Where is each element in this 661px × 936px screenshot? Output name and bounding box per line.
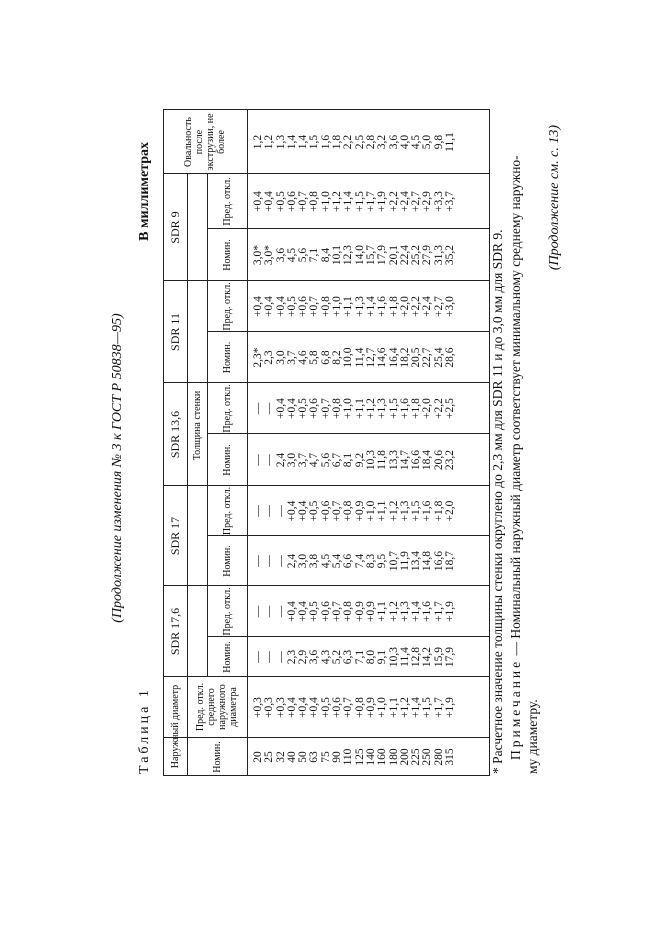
table-cell: +0,5 bbox=[274, 191, 287, 212]
table-cell: +0,4 bbox=[297, 500, 310, 522]
table-cell: 225 bbox=[410, 748, 423, 766]
table-cell: +1,9 bbox=[444, 697, 457, 718]
table-cell: 140 bbox=[364, 748, 377, 766]
table-cell: 2,4 bbox=[274, 452, 287, 468]
table-cell: +0,4 bbox=[285, 398, 298, 419]
table-cell: — bbox=[252, 454, 264, 466]
table-cell: 160 bbox=[376, 748, 389, 766]
note-continuation: му диаметру. bbox=[525, 699, 540, 774]
table-cell: +1,6 bbox=[421, 500, 434, 522]
table-cell: +0,9 bbox=[353, 601, 366, 622]
table-cell: 25,4 bbox=[432, 347, 445, 368]
table-cell: +0,3 bbox=[252, 697, 264, 718]
column-d_nom bbox=[253, 738, 456, 776]
table-cell: 22,4 bbox=[398, 244, 411, 266]
note-label: Примечание bbox=[508, 658, 523, 760]
table-cell: 9,8 bbox=[432, 134, 445, 150]
table-cell: 10,3 bbox=[387, 646, 400, 668]
table-cell: 15,9 bbox=[432, 646, 445, 668]
table-cell: 18,7 bbox=[444, 550, 457, 572]
table-cell: 8,2 bbox=[331, 350, 344, 365]
table-cell: +2,4 bbox=[421, 296, 434, 317]
table-cell: — bbox=[263, 454, 276, 466]
column-oval bbox=[253, 110, 456, 174]
table-cell: +0,8 bbox=[308, 191, 321, 212]
table-cell: +0,6 bbox=[285, 191, 298, 212]
table-cell: 10,1 bbox=[331, 244, 344, 266]
table-cell: 4,3 bbox=[319, 649, 332, 665]
table-cell: 17,9 bbox=[444, 646, 457, 668]
table-cell: 4,5 bbox=[410, 134, 423, 150]
table-cell: 1,5 bbox=[308, 134, 321, 150]
table-cell: 3,7 bbox=[285, 350, 298, 365]
header-outer-diameter: Наружный диаметр bbox=[169, 684, 181, 769]
table-cell: +1,4 bbox=[364, 296, 377, 317]
table-cell: +0,7 bbox=[297, 191, 310, 212]
continuation-header: (Продолжение изменения № 3 к ГОСТ Р 50838—95) bbox=[110, 313, 125, 623]
table-cell: 1,6 bbox=[319, 134, 332, 150]
column-s9_dev bbox=[253, 174, 456, 229]
table-cell: 4,5 bbox=[319, 553, 332, 569]
table-cell: 315 bbox=[444, 748, 457, 766]
table-cell: 5,8 bbox=[308, 350, 321, 365]
table-cell: +1,0 bbox=[331, 296, 344, 317]
table-cell: 110 bbox=[342, 748, 355, 766]
table-cell: 9,5 bbox=[376, 553, 389, 569]
table-cell: +1,5 bbox=[421, 697, 434, 718]
table-cell: +0,8 bbox=[319, 296, 332, 317]
table-cell: 5,0 bbox=[421, 134, 434, 150]
column-s9_nom bbox=[253, 229, 456, 281]
table-cell: +0,9 bbox=[364, 601, 377, 622]
table-cell: 90 bbox=[331, 751, 344, 763]
table-cell: 16,6 bbox=[432, 550, 445, 572]
table-cell: +1,7 bbox=[432, 601, 445, 622]
table-cell: +2,0 bbox=[421, 398, 434, 419]
table-cell: +1,1 bbox=[353, 398, 366, 419]
table-cell: +1,3 bbox=[398, 500, 411, 522]
table-cell: 2,3 bbox=[285, 649, 298, 665]
table-cell: 25 bbox=[263, 751, 276, 763]
table-cell: +0,5 bbox=[297, 398, 310, 419]
table-cell: — bbox=[252, 555, 264, 567]
table-cell: 2,3 bbox=[263, 350, 276, 365]
column-s11_nom bbox=[253, 332, 456, 383]
table-cell: — bbox=[274, 505, 287, 517]
table-cell: 11,4 bbox=[353, 347, 366, 368]
table-cell: +2,0 bbox=[444, 500, 457, 522]
table-cell: 10,3 bbox=[364, 449, 377, 471]
table-cell: +0,4 bbox=[252, 191, 264, 212]
table-cell: +0,7 bbox=[331, 500, 344, 522]
table-cell: +0,7 bbox=[308, 296, 321, 317]
table-cell: 14,0 bbox=[353, 244, 366, 266]
table-cell: 10,7 bbox=[387, 550, 400, 572]
table-cell: — bbox=[252, 402, 264, 415]
table-cell: +1,1 bbox=[376, 500, 389, 522]
table-cell: — bbox=[252, 505, 264, 517]
table-cell: +1,4 bbox=[410, 697, 423, 718]
table-cell: +0,4 bbox=[274, 398, 287, 419]
table-cell: +1,2 bbox=[387, 601, 400, 622]
table-cell: +1,6 bbox=[421, 601, 434, 622]
table-cell: 2,2 bbox=[342, 134, 355, 150]
table-cell: 27,9 bbox=[421, 244, 434, 266]
table-cell: +0,4 bbox=[263, 296, 276, 317]
column-d_dev bbox=[253, 677, 456, 738]
column-s11_dev bbox=[253, 281, 456, 332]
table-cell: 2,9 bbox=[297, 649, 310, 665]
table-cell: +1,8 bbox=[432, 500, 445, 522]
table-cell: +1,0 bbox=[342, 398, 355, 419]
table-cell: +3,7 bbox=[444, 191, 457, 212]
table-cell: +0,6 bbox=[297, 296, 310, 317]
table-cell: 13,4 bbox=[410, 550, 423, 572]
table-cell: 7,1 bbox=[308, 247, 321, 263]
table-cell: 1,2 bbox=[263, 134, 276, 150]
table-cell: 3,0* bbox=[252, 244, 264, 266]
table-cell: +1,8 bbox=[387, 296, 400, 317]
table-cell: 23,2 bbox=[444, 449, 457, 471]
table-cell: +2,0 bbox=[398, 296, 411, 317]
dimensions-table bbox=[163, 110, 489, 776]
table-cell: 10,0 bbox=[342, 347, 355, 368]
table-cell: 200 bbox=[398, 748, 411, 766]
table-cell: 20,6 bbox=[432, 449, 445, 471]
table-cell: 15,7 bbox=[364, 244, 377, 266]
table-cell: +2,9 bbox=[421, 191, 434, 212]
table-cell: +0,4 bbox=[285, 601, 298, 622]
table-cell: 16,6 bbox=[410, 449, 423, 471]
table-cell: 8,3 bbox=[364, 553, 377, 569]
table-cell: 12,7 bbox=[364, 347, 377, 368]
header-wall-nominal: Номин. bbox=[221, 239, 233, 271]
table-cell: 1,2 bbox=[252, 134, 264, 150]
table-cell: +0,5 bbox=[285, 296, 298, 317]
table-cell: +0,6 bbox=[331, 697, 344, 718]
header-wall-deviation: Пред. откл. bbox=[221, 384, 233, 433]
table-cell: 14,6 bbox=[376, 347, 389, 368]
table-cell: 1,8 bbox=[331, 134, 344, 150]
table-cell: +1,3 bbox=[398, 601, 411, 622]
table-cell: 11,1 bbox=[444, 132, 457, 152]
table-cell: +0,8 bbox=[353, 697, 366, 718]
table-cell: — bbox=[263, 402, 276, 415]
table-cell: 3,7 bbox=[297, 452, 310, 468]
table-cell: +1,6 bbox=[376, 296, 389, 317]
header-sdr: SDR 11 bbox=[167, 313, 182, 351]
header-mean-deviation: Пред. откл. среднего наружного диаметра bbox=[195, 682, 239, 732]
table-cell: 11,8 bbox=[376, 450, 389, 470]
column-s136_nom bbox=[253, 434, 456, 486]
header-wall-nominal: Номин. bbox=[221, 545, 233, 577]
table-cell: +2,4 bbox=[398, 191, 411, 212]
table-cell: 5,6 bbox=[319, 452, 332, 468]
table-cell: 5,6 bbox=[297, 247, 310, 263]
table-cell: 35,2 bbox=[444, 244, 457, 266]
note bbox=[508, 155, 524, 760]
table-cell: 40 bbox=[285, 751, 298, 763]
header-ovality: Овальность после экструзии, не более bbox=[183, 113, 227, 171]
table-cell: 1,4 bbox=[297, 134, 310, 150]
header-wall-thickness: Толщина стенки bbox=[191, 390, 203, 461]
table-cell: +0,6 bbox=[319, 601, 332, 622]
table-cell: +1,1 bbox=[376, 601, 389, 622]
table-cell: 3,2 bbox=[376, 134, 389, 150]
table-cell: — bbox=[274, 555, 287, 567]
table-cell: 250 bbox=[421, 748, 434, 766]
table-cell: +0,4 bbox=[285, 697, 298, 718]
header-wall-deviation: Пред. откл. bbox=[221, 486, 233, 536]
table-cell: +0,4 bbox=[263, 191, 276, 212]
table-cell: +1,2 bbox=[364, 398, 377, 419]
table-cell: 3,0* bbox=[263, 244, 276, 266]
table-cell: +3,0 bbox=[444, 296, 457, 317]
table-cell: +0,9 bbox=[353, 500, 366, 522]
table-cell: 5,4 bbox=[331, 553, 344, 569]
table-cell: +1,2 bbox=[331, 191, 344, 212]
table-cell: 32 bbox=[274, 751, 287, 763]
table-cell: +0,6 bbox=[319, 500, 332, 522]
table-cell: +0,4 bbox=[308, 697, 321, 718]
table-cell: — bbox=[263, 555, 276, 567]
header-wall-deviation: Пред. откл. bbox=[221, 282, 233, 331]
table-cell: +1,7 bbox=[432, 697, 445, 718]
table-cell: +2,2 bbox=[387, 191, 400, 212]
table-cell: 180 bbox=[387, 748, 400, 766]
table-cell: 31,3 bbox=[432, 244, 445, 266]
table-cell: 16,4 bbox=[387, 347, 400, 368]
table-cell: 14,8 bbox=[421, 550, 434, 572]
table-cell: +0,5 bbox=[319, 697, 332, 718]
table-cell: 9,2 bbox=[353, 452, 366, 468]
header-diameter-nominal: Номин. bbox=[211, 741, 223, 773]
table-cell: 8,4 bbox=[319, 247, 332, 263]
footnote: * Расчетное значение толщины стенки округлено до 2,3 мм для SDR 11 и до 3,0 мм для SDR 9. bbox=[490, 229, 505, 774]
table-cell: +1,0 bbox=[319, 191, 332, 212]
table-cell: 4,7 bbox=[308, 452, 321, 468]
table-cell: +0,4 bbox=[252, 296, 264, 317]
table-cell: 3,0 bbox=[285, 452, 298, 468]
table-cell: 1,3 bbox=[274, 134, 287, 150]
table-cell: +1,7 bbox=[364, 191, 377, 212]
table-cell: — bbox=[263, 651, 276, 663]
table-cell: 125 bbox=[353, 748, 366, 766]
table-cell: — bbox=[252, 605, 264, 618]
column-s176_dev bbox=[253, 586, 456, 637]
table-cell: 6,3 bbox=[342, 649, 355, 665]
header-wall-nominal: Номин. bbox=[221, 341, 233, 374]
table-cell: 50 bbox=[297, 751, 310, 763]
table-cell: +1,5 bbox=[353, 191, 366, 212]
table-cell: +0,6 bbox=[308, 398, 321, 419]
table-cell: 6,7 bbox=[331, 452, 344, 468]
table-cell: +0,3 bbox=[274, 697, 287, 718]
table-cell: +1,0 bbox=[376, 697, 389, 718]
table-cell: +2,2 bbox=[410, 296, 423, 317]
column-s17_nom bbox=[253, 536, 456, 586]
header-sdr: SDR 13,6 bbox=[167, 410, 182, 459]
table-cell: 22,7 bbox=[421, 347, 434, 368]
table-cell: +0,8 bbox=[331, 398, 344, 419]
table-cell: 20 bbox=[252, 751, 264, 763]
table-cell: 25,2 bbox=[410, 244, 423, 266]
table-cell: +0,5 bbox=[308, 500, 321, 522]
table-cell: 8,1 bbox=[342, 452, 355, 468]
table-cell: +0,4 bbox=[297, 697, 310, 718]
table-cell: — bbox=[252, 651, 264, 663]
table-cell: +1,3 bbox=[353, 296, 366, 317]
table-cell: 6,8 bbox=[319, 350, 332, 365]
table-cell: 11,9 bbox=[398, 551, 411, 571]
table-cell: 20,5 bbox=[410, 347, 423, 368]
table-cell: 4,0 bbox=[398, 134, 411, 150]
table-cell: 12,8 bbox=[410, 646, 423, 668]
table-cell: 75 bbox=[319, 751, 332, 763]
table-cell: 18,4 bbox=[421, 449, 434, 471]
column-s176_nom bbox=[253, 637, 456, 677]
table-cell: +0,3 bbox=[263, 697, 276, 718]
table-cell: +1,2 bbox=[398, 697, 411, 718]
table-cell: +0,4 bbox=[297, 601, 310, 622]
table-cell: 14,7 bbox=[398, 449, 411, 471]
table-cell: +0,7 bbox=[342, 697, 355, 718]
table-cell: 9,1 bbox=[376, 649, 389, 665]
table-cell: 1,4 bbox=[285, 134, 298, 150]
table-cell: 2,8 bbox=[364, 134, 377, 150]
table-cell: 4,5 bbox=[285, 247, 298, 263]
table-cell: +1,1 bbox=[387, 697, 400, 718]
table-cell: +1,9 bbox=[376, 191, 389, 212]
table-cell: +1,4 bbox=[410, 601, 423, 622]
continuation-footer: (Продолжение см. с. 13) bbox=[547, 125, 562, 271]
table-cell: +1,8 bbox=[410, 398, 423, 419]
header-wall-deviation: Пред. откл. bbox=[221, 587, 233, 636]
units-label: В миллиметрах bbox=[137, 142, 152, 241]
table-cell: +2,7 bbox=[432, 296, 445, 317]
header-sdr: SDR 17,6 bbox=[167, 607, 182, 656]
table-cell: +1,5 bbox=[410, 500, 423, 522]
table-cell: 5,2 bbox=[331, 649, 344, 665]
table-cell: 63 bbox=[308, 751, 321, 763]
table-cell: 3,6 bbox=[308, 649, 321, 665]
table-cell: 12,3 bbox=[342, 244, 355, 266]
table-cell: +1,9 bbox=[444, 601, 457, 622]
table-cell: 3,6 bbox=[387, 134, 400, 150]
table-cell: 2,4 bbox=[285, 553, 298, 569]
table-cell: +0,8 bbox=[342, 601, 355, 622]
table-cell: — bbox=[263, 505, 276, 517]
table-cell: 3,8 bbox=[308, 553, 321, 569]
header-sdr: SDR 17 bbox=[167, 516, 182, 556]
table-cell: +2,2 bbox=[432, 398, 445, 419]
table-cell: 2,5 bbox=[353, 134, 366, 150]
header-sdr: SDR 9 bbox=[167, 211, 182, 244]
table-cell: +0,9 bbox=[364, 697, 377, 718]
table-cell: 2,3* bbox=[252, 347, 264, 368]
table-cell: 28,6 bbox=[444, 347, 457, 368]
table-cell: 8,0 bbox=[364, 649, 377, 665]
table-cell: 13,3 bbox=[387, 449, 400, 471]
table-cell: +0,7 bbox=[319, 398, 332, 419]
table-cell: +0,8 bbox=[342, 500, 355, 522]
table-cell: 18,2 bbox=[398, 347, 411, 368]
table-cell: 11,4 bbox=[398, 647, 411, 667]
table-cell: 3,0 bbox=[274, 350, 287, 365]
column-s17_dev bbox=[253, 486, 456, 536]
table-cell: +3,3 bbox=[432, 191, 445, 212]
table-cell: 280 bbox=[432, 748, 445, 766]
header-wall-deviation: Пред. откл. bbox=[221, 177, 233, 226]
table-cell: +0,7 bbox=[331, 601, 344, 622]
table-cell: +1,5 bbox=[387, 398, 400, 419]
header-wall-nominal: Номин. bbox=[221, 641, 233, 673]
column-s136_dev bbox=[253, 383, 456, 434]
table-cell: — bbox=[274, 605, 287, 618]
table-cell: 7,1 bbox=[353, 649, 366, 665]
table-label: Таблица 1 bbox=[137, 687, 152, 774]
table-cell: +1,2 bbox=[387, 500, 400, 522]
table-cell: 3,0 bbox=[297, 553, 310, 569]
table-cell: +0,5 bbox=[308, 601, 321, 622]
table-cell: +1,0 bbox=[364, 500, 377, 522]
note-text: — Номинальный наружный диаметр соответствует минимальному среднему наружно- bbox=[508, 155, 523, 659]
table-cell: 3,6 bbox=[274, 247, 287, 263]
table-cell: +1,1 bbox=[342, 296, 355, 317]
header-wall-nominal: Номин. bbox=[221, 444, 233, 476]
table-cell: +1,4 bbox=[342, 191, 355, 212]
table-cell: 20,1 bbox=[387, 244, 400, 266]
table-cell: +0,4 bbox=[285, 500, 298, 522]
table-cell: +1,3 bbox=[376, 398, 389, 419]
table-cell: — bbox=[263, 605, 276, 618]
table-cell: +1,6 bbox=[398, 398, 411, 419]
table-cell: 14,2 bbox=[421, 646, 434, 668]
table-cell: +2,7 bbox=[410, 191, 423, 212]
table-cell: — bbox=[274, 651, 287, 663]
table-cell: 6,6 bbox=[342, 553, 355, 569]
table-cell: +2,5 bbox=[444, 398, 457, 419]
table-cell: 4,6 bbox=[297, 350, 310, 365]
table-cell: 17,9 bbox=[376, 244, 389, 266]
table-cell: +0,4 bbox=[274, 296, 287, 317]
table-cell: 7,4 bbox=[353, 553, 366, 569]
